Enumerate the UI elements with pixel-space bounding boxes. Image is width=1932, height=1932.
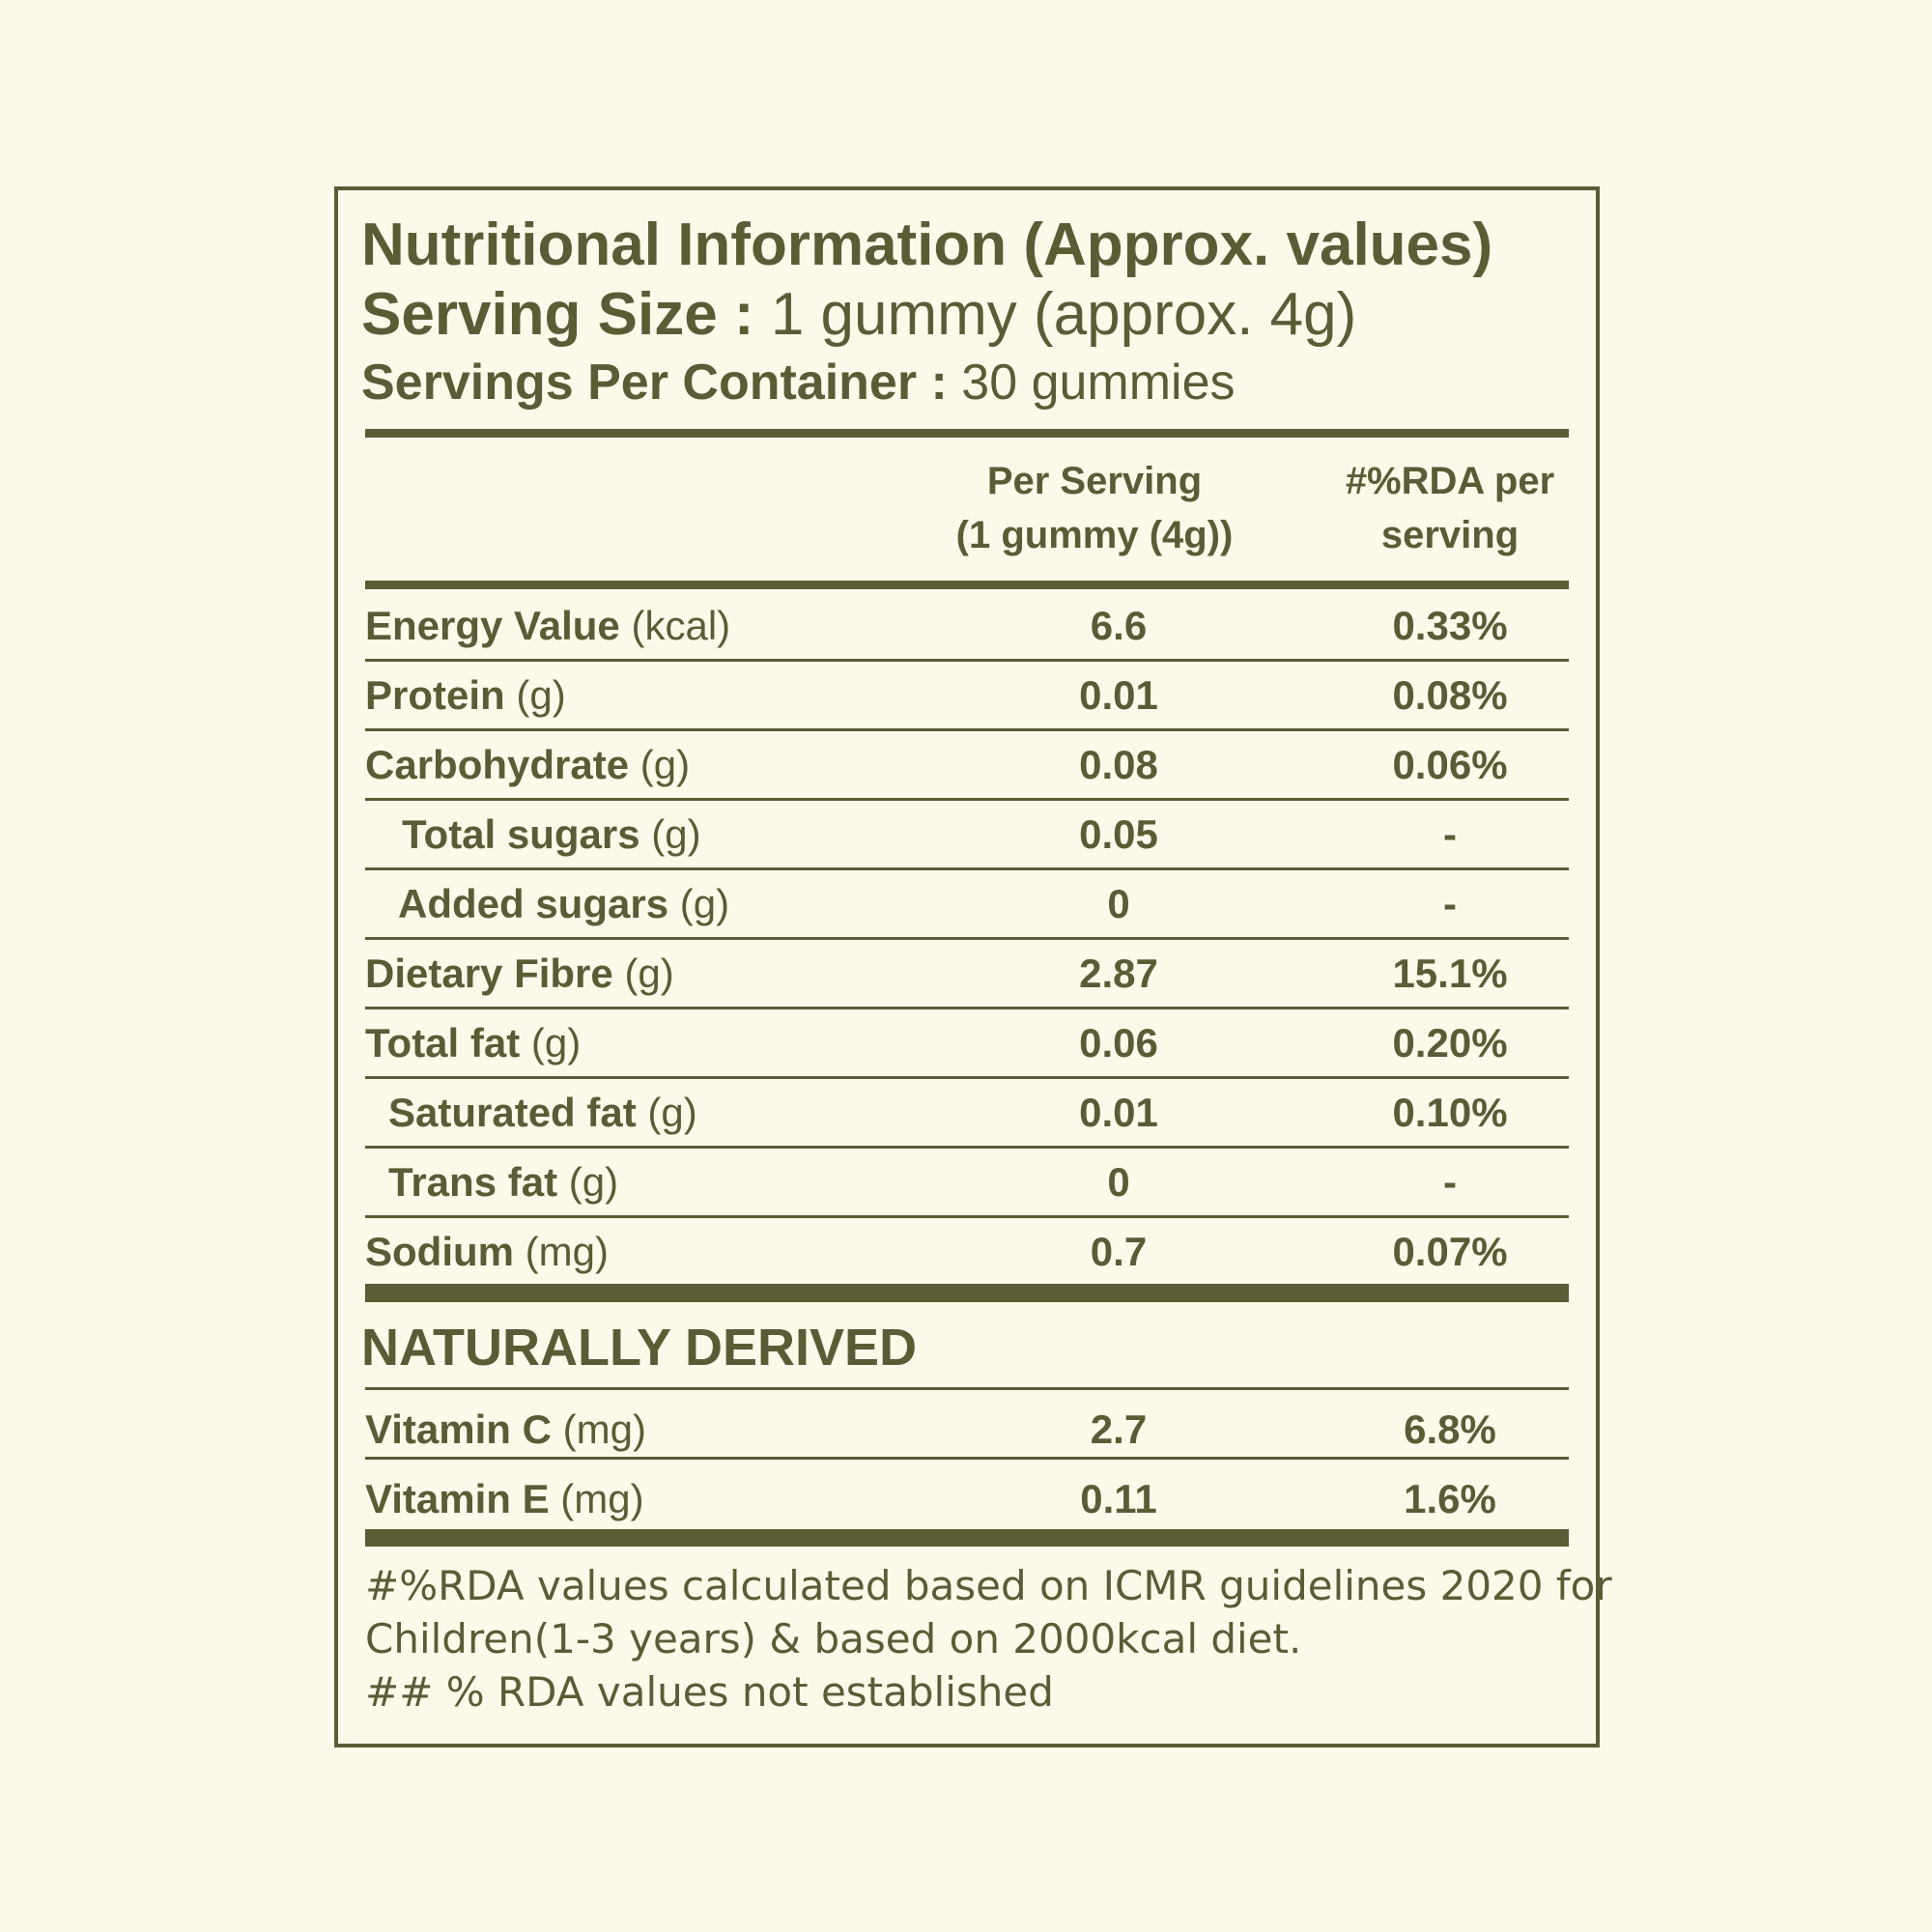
- per-serving-value: 0.11: [1080, 1476, 1157, 1521]
- table-row: [365, 1078, 1569, 1148]
- per-serving-value: 0.05: [1079, 811, 1158, 857]
- panel-title: Nutritional Information (Approx. values): [361, 212, 1493, 278]
- vitamin-label: Vitamin C (mg): [365, 1406, 646, 1452]
- table-row: [365, 939, 1569, 1009]
- table-row: [365, 869, 1569, 939]
- rda-value: 0.10%: [1392, 1090, 1508, 1135]
- per-serving-value: 0: [1107, 1159, 1130, 1205]
- serving-size: [361, 280, 1356, 349]
- table-row: [365, 1217, 1569, 1287]
- rda-value: 15.1%: [1392, 951, 1508, 996]
- column-header-rda-line2: serving: [1380, 514, 1520, 556]
- row-divider: [365, 1457, 1569, 1460]
- row-divider: [365, 1387, 1569, 1390]
- rda-value: 0.07%: [1392, 1229, 1508, 1274]
- nutrient-label: Protein (g): [365, 672, 566, 718]
- per-serving-value: 0: [1107, 881, 1130, 926]
- column-header-per-serving: [950, 454, 1239, 562]
- rda-value: -: [1443, 881, 1457, 926]
- footnote-line-1: #%RDA values calculated based on ICMR guidelines 2020 for: [365, 1562, 1612, 1609]
- table-row: [365, 800, 1569, 869]
- per-serving-value: 2.87: [1079, 951, 1158, 996]
- rda-value: 0.06%: [1392, 742, 1508, 787]
- nutrient-label: Dietary Fibre (g): [365, 951, 674, 996]
- footnote-line-2: Children(1-3 years) & based on 2000kcal diet.: [365, 1615, 1302, 1662]
- per-serving-value: 0.01: [1079, 1090, 1158, 1135]
- column-header-rda-line1: #%RDA per: [1345, 460, 1555, 502]
- per-serving-value: 2.7: [1090, 1406, 1148, 1452]
- nutrient-label: Trans fat (g): [388, 1159, 619, 1205]
- columns-divider: [365, 581, 1569, 589]
- nutrient-label: Added sugars (g): [398, 881, 730, 926]
- rda-value: -: [1443, 1159, 1457, 1205]
- nutrient-label: Total fat (g): [365, 1020, 582, 1065]
- column-header-rda: [1315, 454, 1585, 562]
- serving-size-value: 1 gummy (approx. 4g): [770, 281, 1357, 348]
- table-row: [365, 1009, 1569, 1078]
- per-serving-value: 6.6: [1090, 603, 1148, 648]
- per-serving-value: 0.06: [1079, 1020, 1158, 1065]
- per-serving-value: 0.7: [1090, 1229, 1148, 1274]
- servings-per-container: [361, 354, 1236, 412]
- rda-value: 6.8%: [1404, 1406, 1496, 1452]
- rda-value: 1.6%: [1404, 1476, 1496, 1521]
- header-divider: [365, 429, 1569, 438]
- rda-value: 0.20%: [1392, 1020, 1508, 1065]
- servings-value: 30 gummies: [961, 355, 1236, 411]
- table-row: [365, 1464, 1569, 1534]
- section-title: NATURALLY DERIVED: [361, 1319, 918, 1377]
- serving-size-label: Serving Size :: [361, 281, 754, 348]
- column-header-per-serving-line2: (1 gummy (4g)): [955, 514, 1234, 556]
- servings-label: Servings Per Container :: [361, 355, 948, 411]
- nutrient-label: Sodium (mg): [365, 1229, 609, 1274]
- rda-value: 0.08%: [1392, 672, 1508, 718]
- table-row: [365, 591, 1569, 661]
- column-header-per-serving-line1: Per Serving: [986, 460, 1203, 502]
- footnote-line-3: ## % RDA values not established: [365, 1668, 1054, 1716]
- table-row: [365, 1395, 1569, 1464]
- vitamin-label: Vitamin E (mg): [365, 1476, 644, 1521]
- nutrient-label: Saturated fat (g): [388, 1090, 697, 1135]
- nutrient-label: Energy Value (kcal): [365, 603, 731, 648]
- per-serving-value: 0.01: [1079, 672, 1158, 718]
- nutrient-label: Total sugars (g): [402, 811, 701, 857]
- nutrient-label: Carbohydrate (g): [365, 742, 691, 787]
- table-row: [365, 661, 1569, 730]
- table-row: [365, 730, 1569, 800]
- footer-divider: [365, 1529, 1569, 1547]
- section-divider: [365, 1284, 1569, 1302]
- rda-value: 0.33%: [1392, 603, 1508, 648]
- per-serving-value: 0.08: [1079, 742, 1158, 787]
- table-row: [365, 1148, 1569, 1217]
- rda-value: -: [1443, 811, 1457, 857]
